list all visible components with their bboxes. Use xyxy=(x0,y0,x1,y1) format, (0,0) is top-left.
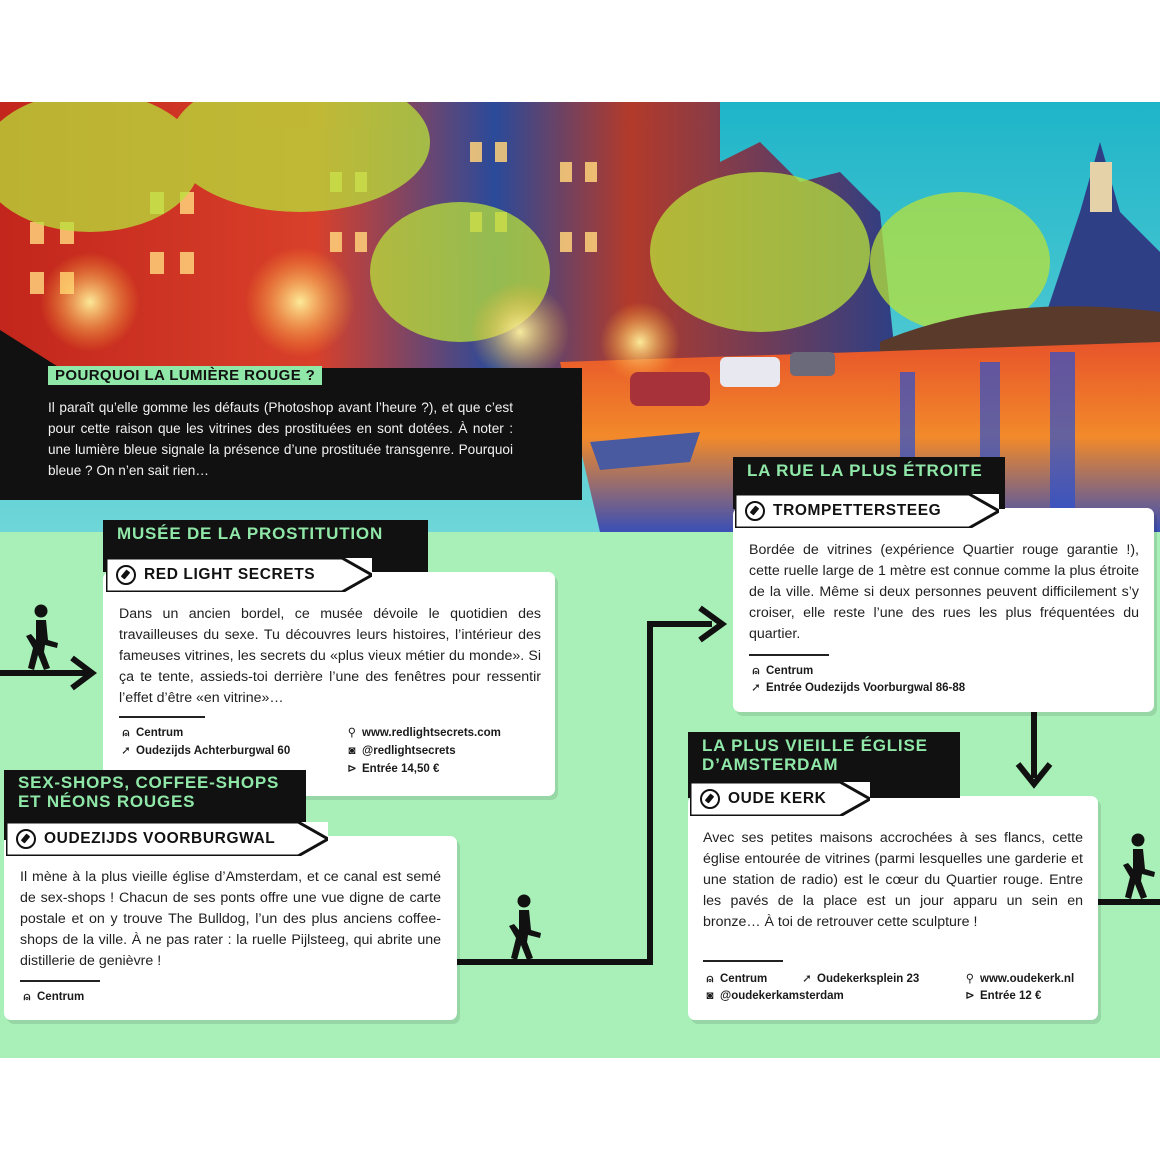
compass-icon xyxy=(16,829,36,849)
camera-icon: ◙ xyxy=(706,990,714,1002)
category-label-line2: ET NÉONS ROUGES xyxy=(18,792,196,811)
place-name: TROMPETTERSTEEG xyxy=(773,502,942,519)
card-text: Bordée de vitrines (expérience Quartier rouge garantie !), cette ruelle large de 1 mètre est connue comme la plus étroite de la ville. Même si deux personnes peuvent difficilement s’y croiser, elle reste l’une des rues les plus fréquentées du quartier. xyxy=(749,542,1139,642)
location-arrow-icon: ➚ xyxy=(802,973,812,985)
location-arrow-icon: ➚ xyxy=(121,745,131,757)
meta-website[interactable]: ⚲ www.redlightsecrets.com xyxy=(345,725,501,742)
separator xyxy=(119,716,205,718)
meta-address: ➚ Oudezijds Achterburgwal 60 xyxy=(119,743,290,760)
magnifier-icon: ⚲ xyxy=(347,727,357,739)
meta-price: ⊳ Entrée 12 € xyxy=(963,988,1041,1005)
category-label-line1: LA PLUS VIEILLE ÉGLISE xyxy=(702,736,928,755)
category-label-line2: D’AMSTERDAM xyxy=(702,755,839,774)
compass-icon xyxy=(745,501,765,521)
place-tab-trompettersteeg xyxy=(735,494,999,528)
category-label: MUSÉE DE LA PROSTITUTION xyxy=(117,524,384,543)
separator xyxy=(703,960,783,962)
why-red-light-heading: POURQUOI LA LUMIÈRE ROUGE ? xyxy=(48,366,322,385)
category-label: LA RUE LA PLUS ÉTROITE xyxy=(747,461,983,480)
place-tab-oude-kerk xyxy=(690,782,870,816)
meta-instagram[interactable]: ◙ @oudekerkamsterdam xyxy=(703,988,844,1005)
compass-icon xyxy=(116,565,136,585)
person-pin-icon: ⍝ xyxy=(122,727,130,739)
meta-price: ⊳ Entrée 14,50 € xyxy=(345,761,439,778)
separator xyxy=(20,980,100,982)
separator xyxy=(749,654,829,656)
tag-icon: ⊳ xyxy=(347,763,357,775)
meta-district: ⍝ Centrum xyxy=(119,725,183,742)
place-name: OUDE KERK xyxy=(728,790,827,807)
place-tab-red-light-secrets xyxy=(106,558,372,592)
person-pin-icon: ⍝ xyxy=(752,665,760,677)
person-pin-icon: ⍝ xyxy=(23,991,31,1003)
place-name: RED LIGHT SECRETS xyxy=(144,566,316,583)
meta-district: ⍝ Centrum xyxy=(749,663,813,680)
card-text: Il mène à la plus vieille église d’Amsterdam, et ce canal est semé de sex-shops ! Chacun de ses ponts offre une vue digne de carte postale et on y trouve The Bulldog, l’un des plus anciens coffee-shops de la ville. À ne pas rater : la ruelle Pijlsteeg, qui abrite une distillerie de genièvre ! xyxy=(20,869,441,969)
category-label-line1: SEX-SHOPS, COFFEE-SHOPS xyxy=(18,773,280,792)
person-pin-icon: ⍝ xyxy=(706,973,714,985)
card-text: Dans un ancien bordel, ce musée dévoile le quotidien des travailleuses du sexe. Tu découvres leurs histoires, l’intérieur des fameuses vitrines, les secrets du «plus vieux métier du monde». Si ça te tente, assieds-toi derrière l’une des fenêtres pour ressentir l’effet d’être «en vitrine»… xyxy=(119,606,541,706)
meta-address: ➚ Entrée Oudezijds Voorburgwal 86-88 xyxy=(749,680,965,697)
camera-icon: ◙ xyxy=(348,745,356,757)
meta-website[interactable]: ⚲ www.oudekerk.nl xyxy=(963,971,1074,988)
location-arrow-icon: ➚ xyxy=(751,682,761,694)
meta-district: ⍝ Centrum xyxy=(703,971,767,988)
place-name: OUDEZIJDS VOORBURGWAL xyxy=(44,830,276,847)
meta-instagram[interactable]: ◙ @redlightsecrets xyxy=(345,743,456,760)
compass-icon xyxy=(700,789,720,809)
why-red-light-text: Il paraît qu’elle gomme les défauts (Photoshop avant l’heure ?), et que c’est pour cette raison que les vitrines des prostituées en sont dotées. À noter : une lumière bleue signale la présence d’une prostituée transgenre. Pourquoi bleue ? On n’en sait rien… xyxy=(48,400,513,478)
meta-address: ➚ Oudekerksplein 23 xyxy=(800,971,919,988)
meta-district: ⍝ Centrum xyxy=(20,989,84,1006)
magnifier-icon: ⚲ xyxy=(965,973,975,985)
card-text: Avec ses petites maisons accrochées à ses flancs, cette église entourée de vitrines (parmi lesquelles une garderie et une station de radio) est le cœur du Quartier rouge. Entre les pavés de la place est un jour apparu un sein en bronze… À toi de retrouver cette sculpture ! xyxy=(703,830,1083,930)
place-tab-oudezijds-voorburgwal xyxy=(6,822,328,856)
tag-icon: ⊳ xyxy=(965,990,975,1002)
